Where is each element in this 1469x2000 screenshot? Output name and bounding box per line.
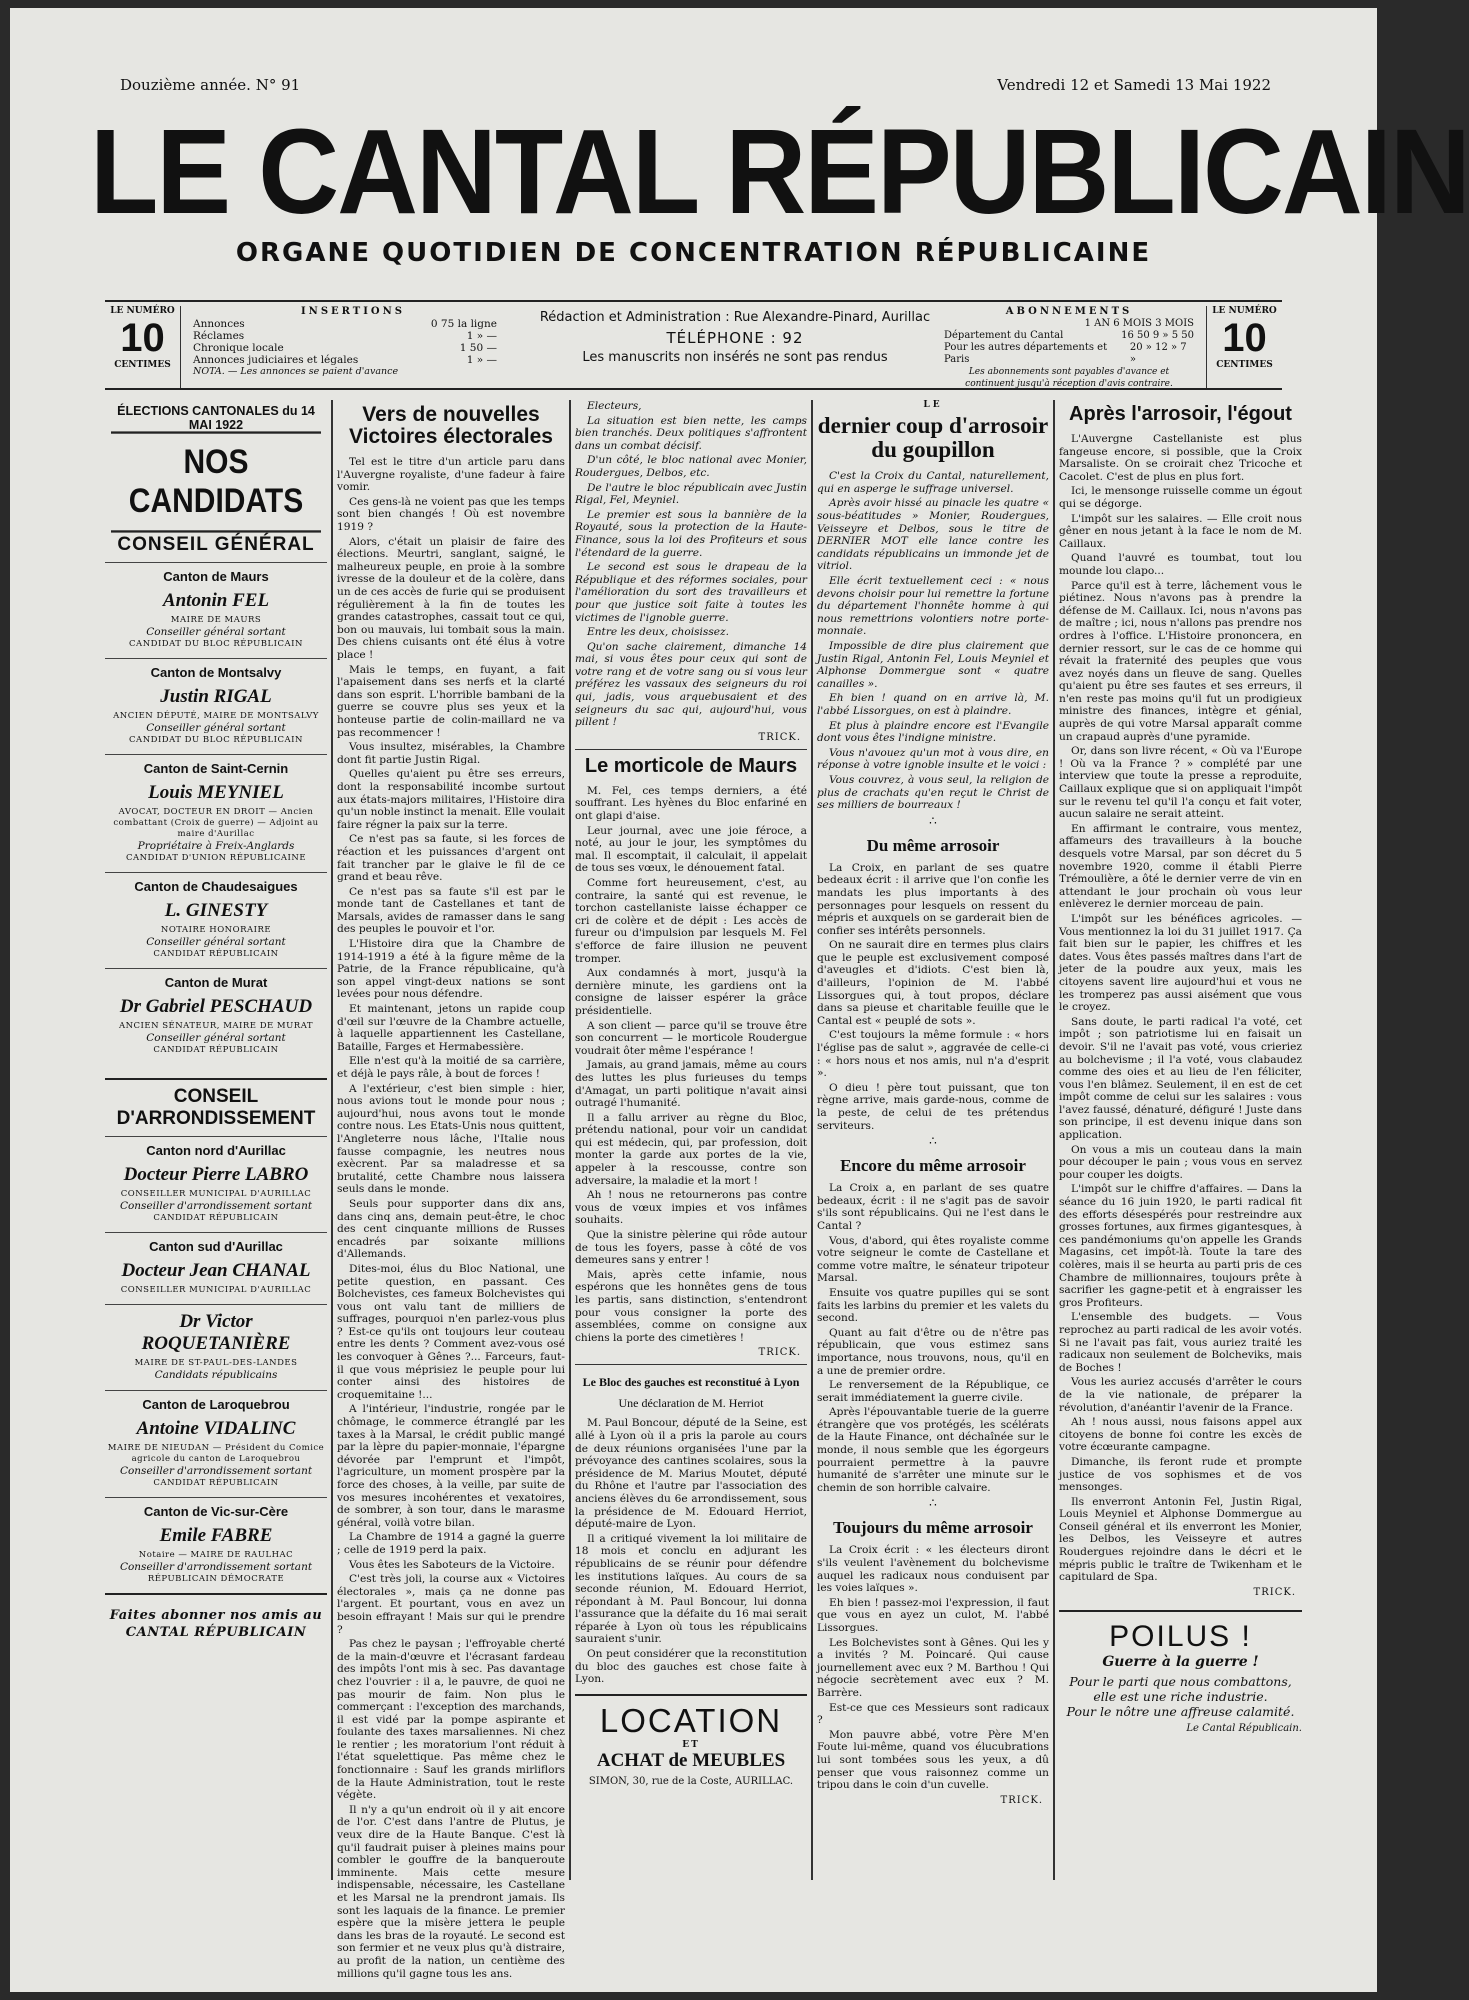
paragraph: L'Histoire dira que la Chambre de 1914-1919 a été à la figure même de la Patrie, de la France républicaine, qu'à son appel vingt-deux nations se sont levées pour nous défendre.	[337, 938, 565, 1001]
column-article-egout	[1059, 400, 1302, 1880]
info-bar	[105, 300, 1282, 390]
paragraph: Mais, après cette infamie, nous espérons que les honnêtes gens de tous les partis, sans distinction, s'entendront pour vous consigner la porte des assemblées, comme on consigne aux chiens la porte des cimetières !	[575, 1268, 807, 1344]
rate-value: 1 » —	[466, 330, 497, 342]
candidate-entry	[105, 658, 327, 754]
redaction-address: Rédaction et Administration : Rue Alexandre-Pinard, Aurillac	[539, 310, 931, 325]
candidate-role: Candidats républicains	[154, 1369, 278, 1381]
column-article-morticole	[575, 400, 807, 1880]
rate-label: Réclames	[193, 330, 245, 342]
paragraph: Comme fort heureusement, c'est, au contraire, la santé qui est revenue, le torchon castellaniste laisse échapper ce cri de colère et de dépit : Les accès de fureur ou d'impulsion par lesquels M. Fel s'efforce de faire illusion ne peuvent tromper.	[575, 877, 807, 965]
paragraph: La Croix écrit : « les électeurs diront s'ils veulent l'avènement du bolchevisme auquel les radicaux nous conduisent par les voies laïques ».	[817, 1544, 1049, 1595]
section-heading: Du même arrosoir	[866, 835, 1000, 855]
ad-subtitle: ACHAT de MEUBLES	[596, 1749, 786, 1771]
paragraph: L'impôt sur les salaires. — Elle croit nous gêner en nous jetant à la face le nom de M. Caillaux.	[1059, 512, 1302, 550]
candidate-name: Dr Gabriel PESCHAUD	[119, 996, 313, 1017]
paragraph: Quelles qu'aient pu être ses erreurs, dont la responsabilité incombe surtout aux états-majors militaires, l'Histoire dira qu'un noble instinct la menait. Elle voulait faire régner la paix sur la terre.	[337, 768, 565, 831]
paragraph: Seuls pour supporter dans dix ans, dans cinq ans, demain peut-être, le choc des cent cinquante millions de Russes encadrés par soixante millions d'Allemands.	[337, 1197, 565, 1261]
advertisement	[575, 1694, 807, 1787]
newspaper-title: LE CANTAL RÉPUBLICAIN	[90, 103, 1469, 239]
article-headline: dernier coup d'arrosoir du goupillon	[817, 413, 1049, 463]
manuscrits-note: Les manuscrits non insérés ne sont pas rendus	[582, 350, 888, 365]
paragraph: Mais le temps, en fuyant, a fait l'apaisement dans ses nerfs et la clarté dans son esprit. L'horrible bambani de la guerre se couvre plus ses yeux et la honteuse partie de colin-maillard ne va pas recommencer !	[337, 663, 565, 739]
price-currency: CENTIMES	[114, 360, 171, 370]
canton-name: Canton de Chaudesaigues	[134, 879, 298, 894]
paragraph: Que la sinistre pèlerine qui rôde autour de tous les foyers, passe à côté de vos demeures sans y entrer !	[575, 1229, 807, 1267]
candidate-affiliation: CANDIDAT RÉPUBLICAIN	[153, 1478, 279, 1488]
paragraph: L'Auvergne Castellaniste est plus fangeuse encore, si possible, que la Croix Marsaliste. On se croirait chez Tricoche et Cacolet. C'est de plus en plus fort.	[1059, 433, 1302, 483]
candidate-role: Conseiller général sortant	[146, 722, 286, 734]
paragraph: Dimanche, ils feront rude et prompte justice de vos sophismes et de vos mensonges.	[1059, 1455, 1302, 1494]
paragraph: Sans doute, le parti radical l'a voté, cet impôt ; son patriotisme lui en faisait un devoir. S'il ne l'avait pas voté, vous crieriez au bolchevisme ; il l'a voté, vous clabaudez comme des oies et au lieu de l'en féliciter, vous l'en blâmez. Seulement, il en est de cet impôt comme de celui sur les salaires : vous l'avez faussé, dénaturé, défiguré ! Juste dans son principe, il est devenu inique dans son application.	[1059, 1015, 1302, 1142]
paragraph: La Chambre de 1914 a gagné la guerre ; celle de 1919 perd la paix.	[337, 1531, 565, 1556]
issue-date: Vendredi 12 et Samedi 13 Mai 1922	[997, 76, 1271, 94]
paragraph: Or, dans son livre récent, « Où va l'Europe ! Où va la France ? » complété par une interview que toute la presse a reproduite, Caillaux explique que si on appliquait l'impôt sur le revenu tel qu'il l'a conçu et fait voter, aucun salaire ne serait atteint.	[1059, 745, 1302, 821]
rate-value: 1 50 —	[459, 342, 497, 354]
headline-kicker: LE	[923, 400, 943, 410]
ornament: ∴	[929, 1496, 937, 1511]
telephone: TÉLÉPHONE : 92	[666, 329, 804, 347]
poilus-text: Pour le parti que nous combattons, elle est une riche industrie.	[1069, 1673, 1292, 1704]
canton-name: Canton de Maurs	[163, 569, 269, 584]
paragraph: Est-ce que ces Messieurs sont radicaux ?	[817, 1701, 1049, 1727]
paragraph: Pas chez le paysan ; l'effroyable cherté de la main-d'œuvre et l'écrasant fardeau des impôts l'ont mis à sec. Pas davantage chez l'ouvrier : il a, le pauvre, de quoi ne pas mourir de faim. Non plus le commerçant : l'exception des marchands, il est vidé par la pompe aspirante et foulante des taxes marsaliennes. Ni chez le rentier ; les moratorium l'ont réduit à l'état squelettique. Pas même chez le fonctionnaire : Sauf les grands mirliflors de la Haute Administration, tout le reste végète.	[337, 1638, 565, 1802]
canton-name: Canton de Vic-sur-Cère	[143, 1504, 289, 1519]
paragraph: Et maintenant, jetons un rapide coup d'œil sur l'œuvre de la Chambre actuelle, à laquelle appartiennent les Castellane, Bataille, Farges et Hermabessière.	[337, 1003, 565, 1053]
paragraph: Ah ! nous aussi, nous faisons appel aux citoyens de bonne foi contre les excès de votre écœurante campagne.	[1059, 1416, 1302, 1454]
article-subheadline: Une déclaration de M. Herriot	[618, 1396, 764, 1411]
candidate-affiliation: RÉPUBLICAIN DÉMOCRATE	[147, 1574, 285, 1584]
paragraph: Vous insultez, misérables, la Chambre dont fit partie Justin Rigal.	[337, 741, 565, 766]
paragraph: Il a fallu arriver au règne du Bloc, prétendu national, pour voir un candidat qui est médecin, qui, par profession, doit monter la garde aux portes de la vie, appeler à la rescousse, contre son adversaire, la maladie et la mort !	[575, 1111, 807, 1187]
poilus-slogan: Guerre à la guerre !	[1102, 1653, 1259, 1670]
masthead	[90, 102, 1469, 268]
candidate-role: Conseiller général sortant	[146, 1032, 286, 1044]
paragraph: Vous n'avouez qu'un mot à vous dire, en réponse à votre ignoble insulte et le voici :	[817, 746, 1049, 772]
paragraph: Electeurs,	[587, 400, 642, 412]
paragraph: Elle écrit textuellement ceci : « nous devons choisir pour lui remettre la fortune du département l'honnête homme à qui nous remettrions volontiers notre porte-monnaie.	[817, 575, 1049, 638]
newspaper-page	[10, 8, 1469, 1992]
paragraph: Qu'on sache clairement, dimanche 14 mai, si vous êtes pour ceux qui sont de votre rang et de votre sang ou si vous leur préférez les vassaux des seigneurs du roi qui, jadis, vous arquebusaient et des seigneurs du sac qui, aujourd'hui, vous pillent !	[575, 640, 807, 729]
candidate-entry	[105, 872, 327, 968]
signature: TRICK.	[758, 731, 801, 743]
column-candidates	[105, 400, 327, 1880]
candidate-entry	[105, 1232, 327, 1304]
paragraph: Eh bien ! passez-moi l'expression, il faut que vous en ayez un culot, M. l'abbé Lissorgues.	[817, 1596, 1049, 1634]
rate-value: 0 75 la ligne	[430, 318, 497, 330]
insertion-rate-row	[193, 342, 513, 354]
candidate-name: Antonin FEL	[162, 590, 270, 611]
column-rule	[1053, 400, 1055, 1880]
paragraph: Leur journal, avec une joie féroce, a noté, au jour le jour, les symptômes du mal. Il escomptait, il calculait, il appelait de tous ses vœux, le dénouement fatal.	[575, 824, 807, 875]
candidate-entry	[105, 1390, 327, 1497]
paragraph: Aux condamnés à mort, jusqu'à la dernière minute, les gardiens ont la consigne de laisser espérer la grâce présidentielle.	[575, 967, 807, 1017]
paragraph: Ces gens-là ne voient pas que les temps sont bien changés ! Où est novembre 1919 ?	[337, 495, 565, 534]
paragraph: Jamais, au grand jamais, même au cours des luttes les plus furieuses du temps d'Amagat, un parti politique n'avait ainsi outragé l'humanité.	[575, 1059, 807, 1110]
poilus-title: POILUS !	[1109, 1619, 1252, 1653]
candidate-name: Docteur Pierre LABRO	[123, 1164, 309, 1185]
paragraph: A l'intérieur, l'industrie, rongée par le chômage, le commerce étranglé par les taxes à la Marsal, le crédit public mangé par la lèpre du papier-monnaie, l'épargne dévorée par l'emprunt et l'impôt, l'agriculture, un moment prospère par la force des choses, à la veille, par suite de vos mesures incohérentes et vexatoires, de sombrer, à son tour, dans le marasme général, voilà votre bilan.	[337, 1403, 565, 1529]
canton-name: Canton de Laroquebrou	[142, 1397, 290, 1412]
paragraph: Le premier est sous la bannière de la Royauté, sous la protection de la Haute-Finance, sous la loi des Profiteurs et sous l'étendard de la guerre.	[575, 508, 807, 559]
price-currency: CENTIMES	[1216, 360, 1273, 370]
candidate-title: MAIRE DE ST-PAUL-DES-LANDES	[134, 1358, 298, 1368]
rate-label: Annonces judiciaires et légales	[193, 354, 359, 366]
paragraph: Il n'y a qu'un endroit où il y ait encore de l'or. C'est dans l'antre de Plutus, je veux dire de la Haute Banque. C'est là qu'il faudrait puiser à pleines mains pour combler le gouffre de la banqueroute imminente. Mais cette mesure indispensable, nécessaire, les Castellane et les Marsal ne la prendront jamais. Ils sont les laquais de la finance. Le premier espère que la misère jettera le peuple dans les bras de la royauté. Le second est son fermier et ne veux plus qu'à distraire, au profit de la nation, un centième des millions qu'il gagne tous les ans.	[337, 1803, 565, 1980]
section-heading: Encore du même arrosoir	[840, 1156, 1026, 1176]
paragraph: Quant au fait d'être ou de n'être pas républicain, que vous estimez sans importance, nous trouvons, nous, qu'il en a une de premier ordre.	[817, 1326, 1049, 1377]
paragraph: M. Paul Boncour, député de la Seine, est allé à Lyon où il a pris la parole au cours de deux réunions organisées l'une par la prévoyance des cantines scolaires, sous la présidence de M. Marius Moutet, député du Rhône et l'autre par l'association des anciens élèves du 6e arrondissement, sous la présidence de M. Edouard Herriot, député-maire de Lyon.	[575, 1417, 807, 1531]
paragraph: L'impôt sur les bénéfices agricoles. — Vous mentionnez la loi du 31 juillet 1917. Ça fait bien sur le papier, les chiffres et les dates. Vous êtes passés maîtres dans l'art de jeter de la poudre aux yeux, mais les citoyens savent lire aujourd'hui et vous ne les tromperez pas aussi aisément que vous le croyez.	[1059, 912, 1302, 1014]
candidate-name: Dr Victor ROQUETANIÈRE	[141, 1311, 291, 1354]
paragraph: Après l'épouvantable tuerie de la guerre étrangère que vos protégés, les scélérats de la Haute Finance, ont déchaînée sur le monde, il nous semble que les égorgeurs pourraient permettre à la pauvre humanité de s'arrêter une minute sur le chemin de son horrible calvaire.	[817, 1406, 1049, 1494]
price-box-left	[105, 306, 181, 388]
candidate-title: AVOCAT, DOCTEUR EN DROIT — Ancien combattant (Croix de guerre) — Adjoint au maire d'Aurillac	[113, 807, 319, 839]
abonnements-note: Les abonnements sont payables d'avance et continuent jusqu'à réception d'avis contraire.	[965, 367, 1173, 389]
paragraph: La Croix a, en parlant de ses quatre bedeaux, écrit : il ne s'agit pas de savoir s'ils sont républicains. Qui ne l'est dans le Cantal ?	[817, 1182, 1049, 1232]
candidate-name: L. GINESTY	[164, 900, 268, 921]
conseil-arrondissement-heading: CONSEIL D'ARRONDISSEMENT	[105, 1078, 327, 1130]
divider	[575, 749, 807, 750]
paragraph: Le renversement de la République, ce serait immédiatement la guerre civile.	[817, 1379, 1049, 1404]
rate-value: 20 » 12 » 7 »	[1129, 342, 1187, 365]
candidate-name: Louis MEYNIEL	[148, 782, 284, 803]
issue-number: Douzième année. N° 91	[120, 76, 301, 94]
paragraph: Mon pauvre abbé, votre Père M'en Foute lui-même, quand vos élucubrations lui sont tombées sous les yeux, a dû penser que vous raisonnez comme un tripou dans le coin d'un cuvelle.	[817, 1728, 1049, 1792]
insertion-rate-row	[193, 354, 513, 366]
candidate-role: Propriétaire à Freix-Anglards	[137, 840, 295, 852]
candidate-role: Conseiller général sortant	[146, 626, 286, 638]
candidate-affiliation: CANDIDAT DU BLOC RÉPUBLICAIN	[129, 639, 303, 649]
paragraph: Impossible de dire plus clairement que Justin Rigal, Antonin Fel, Louis Meyniel et Alphonse Dommergue sont « quatre canailles ».	[817, 640, 1049, 690]
divider	[575, 1364, 807, 1365]
candidate-entry	[105, 754, 327, 872]
candidate-title: Notaire — MAIRE DE RAULHAC	[138, 1550, 294, 1560]
column-rule	[811, 400, 813, 1880]
ad-connector: ET	[682, 1739, 700, 1750]
article-headline: Le morticole de Maurs	[584, 754, 798, 777]
paragraph: A l'extérieur, c'est bien simple : hier, nous avions tout le monde pour nous ; aujourd'hui, nous avons tout le monde contre nous. Les Etats-Unis nous quittent, l'Angleterre nous lâche, l'Italie nous fausse compagnie, les neutres nous exècrent. Par sa maladresse et sa brutalité, cette Chambre nous laissera seuls dans le monde.	[337, 1082, 565, 1196]
signature: TRICK.	[1000, 1794, 1043, 1806]
candidate-role: Conseiller général sortant	[146, 936, 286, 948]
paragraph: Quand l'auvré es toumbat, tout lou mounde lou clapo...	[1059, 552, 1302, 577]
candidate-title: CONSEILLER MUNICIPAL D'AURILLAC	[120, 1285, 312, 1295]
ornament: ∴	[929, 813, 937, 828]
paragraph: Dites-moi, élus du Bloc National, une petite question, en passant. Ces Bolchevistes, ces fameux Bolchevistes qui vous ont valu tant de milliers de suffrages, pourquoi n'en parlez-vous plus ? Est-ce qu'ils ont toujours leur couteau entre les dents ? Comment avez-vous osé les convoquer à Gênes ?... Farceurs, faut-il que vous méprisiez le peuple pour lui conter ainsi des histoires de croquemitaine !...	[337, 1262, 565, 1401]
canton-name: Canton de Saint-Cernin	[143, 761, 289, 776]
rate-label: Chronique locale	[193, 342, 284, 354]
paragraph: C'est très joli, la course aux « Victoires électorales », mais ça ne donne pas l'argent. Et pourtant, vous en avez un besoin effrayant ! Mais sur qui le prendre ?	[337, 1573, 565, 1636]
paragraph: Ce n'est pas sa faute s'il est par le monde tant de Castellanes et tant de Marsals, avides de ramasser dans le sang des peuples le pouvoir et l'or.	[337, 885, 565, 936]
rate-label: Département du Cantal	[944, 330, 1064, 341]
paragraph: C'est toujours la même formule : « hors l'église pas de salut », aggravée de celle-ci : « hors nous et nos amis, nul n'a d'esprit ».	[817, 1029, 1049, 1080]
candidate-title: MAIRE DE NIEUDAN — Président du Comice agricole du canton de Laroquebrou	[107, 1443, 325, 1464]
paragraph: Vous les auriez accusés d'arrêter le cours de la vie nationale, de préparer la révolution, d'anéantir l'avenir de la France.	[1059, 1376, 1302, 1414]
paragraph: Vous êtes les Saboteurs de la Victoire.	[349, 1558, 555, 1571]
paragraph: Ici, le mensonge ruisselle comme un égout qui se dégorge.	[1059, 485, 1302, 510]
candidates-heading: NOS CANDIDATS	[111, 431, 321, 532]
paragraph: Les Bolchevistes sont à Gênes. Qui les y a invités ? M. Poincaré. Qui cause journellement avec eux ? M. Barthou ! Qui négocie secrètement avec eux ? M. Barrère.	[817, 1636, 1049, 1699]
candidate-entry	[105, 1497, 327, 1593]
paragraph: Et plus à plaindre encore est l'Evangile dont vous êtes l'indigne ministre.	[817, 719, 1049, 745]
canton-name: Canton nord d'Aurillac	[146, 1143, 286, 1158]
poilus-text: Pour le nôtre une affreuse calamité.	[1066, 1703, 1295, 1719]
paragraph: C'est la Croix du Cantal, naturellement, qui en asperge le suffrage universel.	[817, 470, 1049, 495]
rate-label: Annonces	[193, 318, 245, 330]
price-value: 10	[120, 316, 165, 360]
elections-heading: ÉLECTIONS CANTONALES du 14 MAI 1922	[117, 404, 315, 432]
candidate-entry	[105, 1136, 327, 1232]
column-article-victoires	[337, 400, 565, 1980]
abonnements-header: 1 AN 6 MOIS 3 MOIS	[1084, 318, 1194, 329]
column-rule	[331, 400, 333, 1880]
poilus-signature: Le Cantal Républicain.	[1186, 1722, 1302, 1734]
subscribe-notice: Faites abonner nos amis au CANTAL RÉPUBLICAIN	[105, 1593, 327, 1641]
candidate-title: ANCIEN SÉNATEUR, MAIRE DE MURAT	[118, 1021, 314, 1031]
paragraph: Tel est le titre d'un article paru dans l'Auvergne royaliste, d'une fadeur à faire vomir.	[337, 456, 565, 494]
paragraph: Le second est sous le drapeau de la République et des réformes sociales, pour l'amélioration du sort des travailleurs et pour que justice soit faite à toutes les victimes de l'ignoble guerre.	[575, 561, 807, 624]
paragraph: Alors, c'était un plaisir de faire des élections. Meurtri, sanglant, saigné, le malheureux peuple, en proie à la sombre ivresse de la douleur et de la colère, dans un de ces accès de furie qui se produisent régulièrement à la fin de toutes les grandes catastrophes, cassait tout ce qui, bon ou mauvais, lui tombait sous la main. Des chiens cuisants ont été élus à votre place !	[337, 535, 565, 661]
rate-value: 1 » —	[466, 354, 497, 366]
paragraph: On vous a mis un couteau dans la main pour découper le pain ; vous vous en servez pour couper les doigts.	[1059, 1143, 1302, 1181]
candidate-name: Emile FABRE	[159, 1525, 273, 1546]
article-headline: Après l'arrosoir, l'égout	[1069, 403, 1292, 425]
abonnement-rate-row	[944, 342, 1194, 366]
abonnements-title: ABONNEMENTS	[1005, 306, 1133, 317]
candidate-affiliation: CANDIDAT DU BLOC RÉPUBLICAIN	[129, 735, 303, 745]
candidate-role: Conseiller d'arrondissement sortant	[119, 1561, 313, 1573]
paragraph: En affirmant le contraire, vous mentez, affameurs des travailleurs à la bouche desquels votre Marsal, par son décret du 5 novembre 1920, comme il établi Pierre Trémoulière, a ôté le dernier verre de vin en attendant le jour prochain où vous leur enlèverez le dernier morceau de pain.	[1059, 822, 1302, 911]
candidate-affiliation: CANDIDAT RÉPUBLICAIN	[153, 1045, 279, 1055]
paragraph: D'un côté, le bloc national avec Monier, Roudergues, Delbos, etc.	[575, 454, 807, 479]
canton-name: Canton sud d'Aurillac	[149, 1239, 283, 1254]
canton-name: Canton de Montsalvy	[150, 665, 282, 680]
ad-title: LOCATION	[599, 1701, 783, 1739]
column-article-arrosoir	[817, 400, 1049, 1880]
poilus-box	[1059, 1610, 1302, 1734]
paragraph: A son client — parce qu'il se trouve être son concurrent — le morticole Roudergue voudrait ôter même l'espérance !	[575, 1019, 807, 1057]
paragraph: L'impôt sur le chiffre d'affaires. — Dans la séance du 16 juin 1920, le parti radical fit des efforts désespérés pour restreindre aux grosses fortunes, aux firmes gigantesques, à ces pandémoniums qu'on appelle les Grands Magasins, cet impôt-là. Toute la tare des colères, mais il se heurta au parti pris de ces Chambre de millionnaires, toujours prête à sacrifier les gagne-petit et à engraisser les gros Profiteurs.	[1059, 1183, 1302, 1309]
article-headline: Le Bloc des gauches est reconstitué à Lyon	[582, 1375, 800, 1390]
candidate-affiliation: CANDIDAT RÉPUBLICAIN	[153, 949, 279, 959]
insertions-note: NOTA. — Les annonces se paient d'avance	[193, 366, 399, 377]
paragraph: M. Fel, ces temps derniers, a été souffrant. Les hyènes du Bloc enfariné en ont glapi d'aise.	[575, 784, 807, 823]
candidate-name: Docteur Jean CHANAL	[121, 1260, 311, 1281]
candidate-role: Conseiller d'arrondissement sortant	[119, 1200, 313, 1212]
insertion-rate-row	[193, 318, 513, 330]
paragraph: La Croix, en parlant de ses quatre bedeaux écrit : il arrive que l'on confie les mandats les plus importants à des personnages pour lesquels on ressent du mépris et auxquels on se garderait bien de confier ses intérêts personnels.	[817, 861, 1049, 937]
section-heading: Toujours du même arrosoir	[833, 1518, 1033, 1538]
paragraph: Eh bien ! quand on en arrive là, M. l'abbé Lissorgues, on est à plaindre.	[817, 692, 1049, 717]
signature: TRICK.	[758, 1347, 801, 1359]
candidate-role: Conseiller d'arrondissement sortant	[119, 1465, 313, 1477]
candidate-name: Antoine VIDALINC	[136, 1418, 296, 1439]
candidate-entry	[105, 968, 327, 1064]
paragraph: Ce n'est pas sa faute, si les forces de réaction et les puissances d'argent ont fait trancher par le glaive le fil de ce grand et beau rêve.	[337, 833, 565, 884]
paragraph: Vous couvrez, à vous seul, la religion de plus de crachats qu'en reçut le Christ de ses milliers de bourreaux !	[817, 773, 1049, 812]
candidate-entry	[105, 562, 327, 658]
redaction-box	[535, 308, 935, 368]
paragraph: Ils enverront Antonin Fel, Justin Rigal, Louis Meyniel et Alphonse Dommergue au Conseil général et ils enverront les Monier, les Delbos, les Veisseyre et autres Roudergues rejoindre dans le décri et le mépris public le traître de Twikenham et le capitulard de Spa.	[1059, 1495, 1302, 1584]
candidate-title: MAIRE DE MAURS	[170, 615, 262, 625]
paragraph: On peut considérer que la reconstitution du bloc des gauches est chose faite à Lyon.	[575, 1648, 807, 1686]
candidate-affiliation: CANDIDAT RÉPUBLICAIN	[153, 1213, 279, 1223]
candidate-entry	[105, 1304, 327, 1390]
paragraph: La situation est bien nette, les camps bien tranchés. Deux politiques s'affrontent dans un combat décisif.	[575, 414, 807, 452]
newspaper-subtitle: ORGANE QUOTIDIEN DE CONCENTRATION RÉPUBLICAINE	[235, 238, 1152, 268]
paragraph: Après avoir hissé au pinacle les quatre « sous-béatitudes » Monier, Roudergues, Veisseyre et Delbos, sous le titre de DERNIER MOT elle lance contre les candidats républicains un immonde jet de vitriol.	[817, 497, 1049, 573]
ad-address: SIMON, 30, rue de la Coste, AURILLAC.	[588, 1775, 794, 1787]
signature: TRICK.	[1253, 1586, 1296, 1598]
price-value: 10	[1222, 316, 1267, 360]
price-label: LE NUMÉRO	[110, 306, 175, 316]
paragraph: Ensuite vos quatre pupilles qui se sont faits les larbins du premier et les valets du second.	[817, 1286, 1049, 1325]
canton-name: Canton de Murat	[164, 975, 268, 990]
price-box-right	[1206, 306, 1282, 388]
paragraph: On ne saurait dire en termes plus clairs que le peuple est exclusivement composé d'aveugles et d'idiots. C'est bien là, d'ailleurs, l'opinion de M. l'abbé Lissorgues qui, à tout propos, déclare dans sa pieuse et charitable feuille que le Cantal est « peuplé de sots ».	[817, 939, 1049, 1027]
paragraph: Parce qu'il est à terre, lâchement vous le piétinez. Nous n'avons pas à prendre la défense de M. Caillaux. Ici, nous n'avons pas de maître ; ici, nous n'allons pas prendre nos ordres à l'office. L'Histoire prononcera, en dernier ressort, sur le cas de ce homme qui révait la fraternité des peuples que vous avez noyés dans un fleuve de sang. Quelles qu'aient pu être ses fautes et ses erreurs, il n'en reste pas moins qu'il fut un prodigieux ministre des finances, intègre et génial, auprès de qui votre Marsal apparaît comme un crapaud auprès d'une pyramide.	[1059, 579, 1302, 743]
article-headline: Vers de nouvelles Victoires électorales	[349, 403, 553, 449]
paragraph: Entre les deux, choisissez.	[587, 626, 729, 639]
ornament: ∴	[929, 1134, 937, 1149]
candidate-title: NOTAIRE HONORAIRE	[160, 925, 272, 935]
rate-label: Pour les autres départements et Paris	[944, 342, 1108, 365]
candidate-name: Justin RIGAL	[160, 686, 272, 707]
paragraph: Ah ! nous ne retournerons pas contre vous de vœux impies et vos infâmes souhaits.	[575, 1189, 807, 1227]
candidate-title: ANCIEN DÉPUTÉ, MAIRE DE MONTSALVY	[113, 711, 319, 721]
paragraph: L'ensemble des budgets. — Vous reprochez au parti radical de les avoir votés. Si ne l'avait pas fait, vous auriez traité les radicaux non seulement de Bolcheviks, mais de Boches !	[1059, 1311, 1302, 1374]
candidate-title: CONSEILLER MUNICIPAL D'AURILLAC	[120, 1189, 312, 1199]
price-label: LE NUMÉRO	[1212, 306, 1277, 316]
paragraph: Il a critiqué vivement la loi militaire de 18 mois et conclu en adjurant les républicains de se réunir pour défendre les institutions laïques. Au cours de sa seconde réunion, M. Edouard Herriot, répondant à M. Paul Boncour, lui donna l'assurance que la défaite du 16 mai serait réparée à Lyon où tous les républicains sauraient s'unir.	[575, 1532, 807, 1646]
conseil-general-heading: CONSEIL GÉNÉRAL	[117, 534, 315, 555]
candidate-affiliation: CANDIDAT D'UNION RÉPUBLICAINE	[125, 853, 307, 863]
paragraph: Elle n'est qu'à la moitié de sa carrière, et déjà le pays râle, à bout de forces !	[337, 1055, 565, 1080]
insertions-title: INSERTIONS	[301, 306, 405, 317]
abonnements-box	[944, 306, 1194, 390]
paragraph: O dieu ! père tout puissant, que ton règne arrive, mais garde-nous, comme de la peste, de celui de tes prétendus serviteurs.	[817, 1081, 1049, 1132]
paragraph: De l'autre le bloc républicain avec Justin Rigal, Fel, Meyniel.	[575, 481, 807, 507]
top-line	[106, 76, 1281, 98]
paragraph: Vous, d'abord, qui êtes royaliste comme votre seigneur le comte de Castellane et comme votre maître, le sénateur tripoteur Marsal.	[817, 1234, 1049, 1285]
insertions-box	[193, 306, 513, 378]
insertion-rate-row	[193, 330, 513, 342]
column-rule	[569, 400, 571, 1880]
abonnement-rate-row	[944, 330, 1194, 342]
columns	[105, 400, 1302, 1980]
rate-value: 16 50 9 » 5 50	[1121, 330, 1194, 341]
